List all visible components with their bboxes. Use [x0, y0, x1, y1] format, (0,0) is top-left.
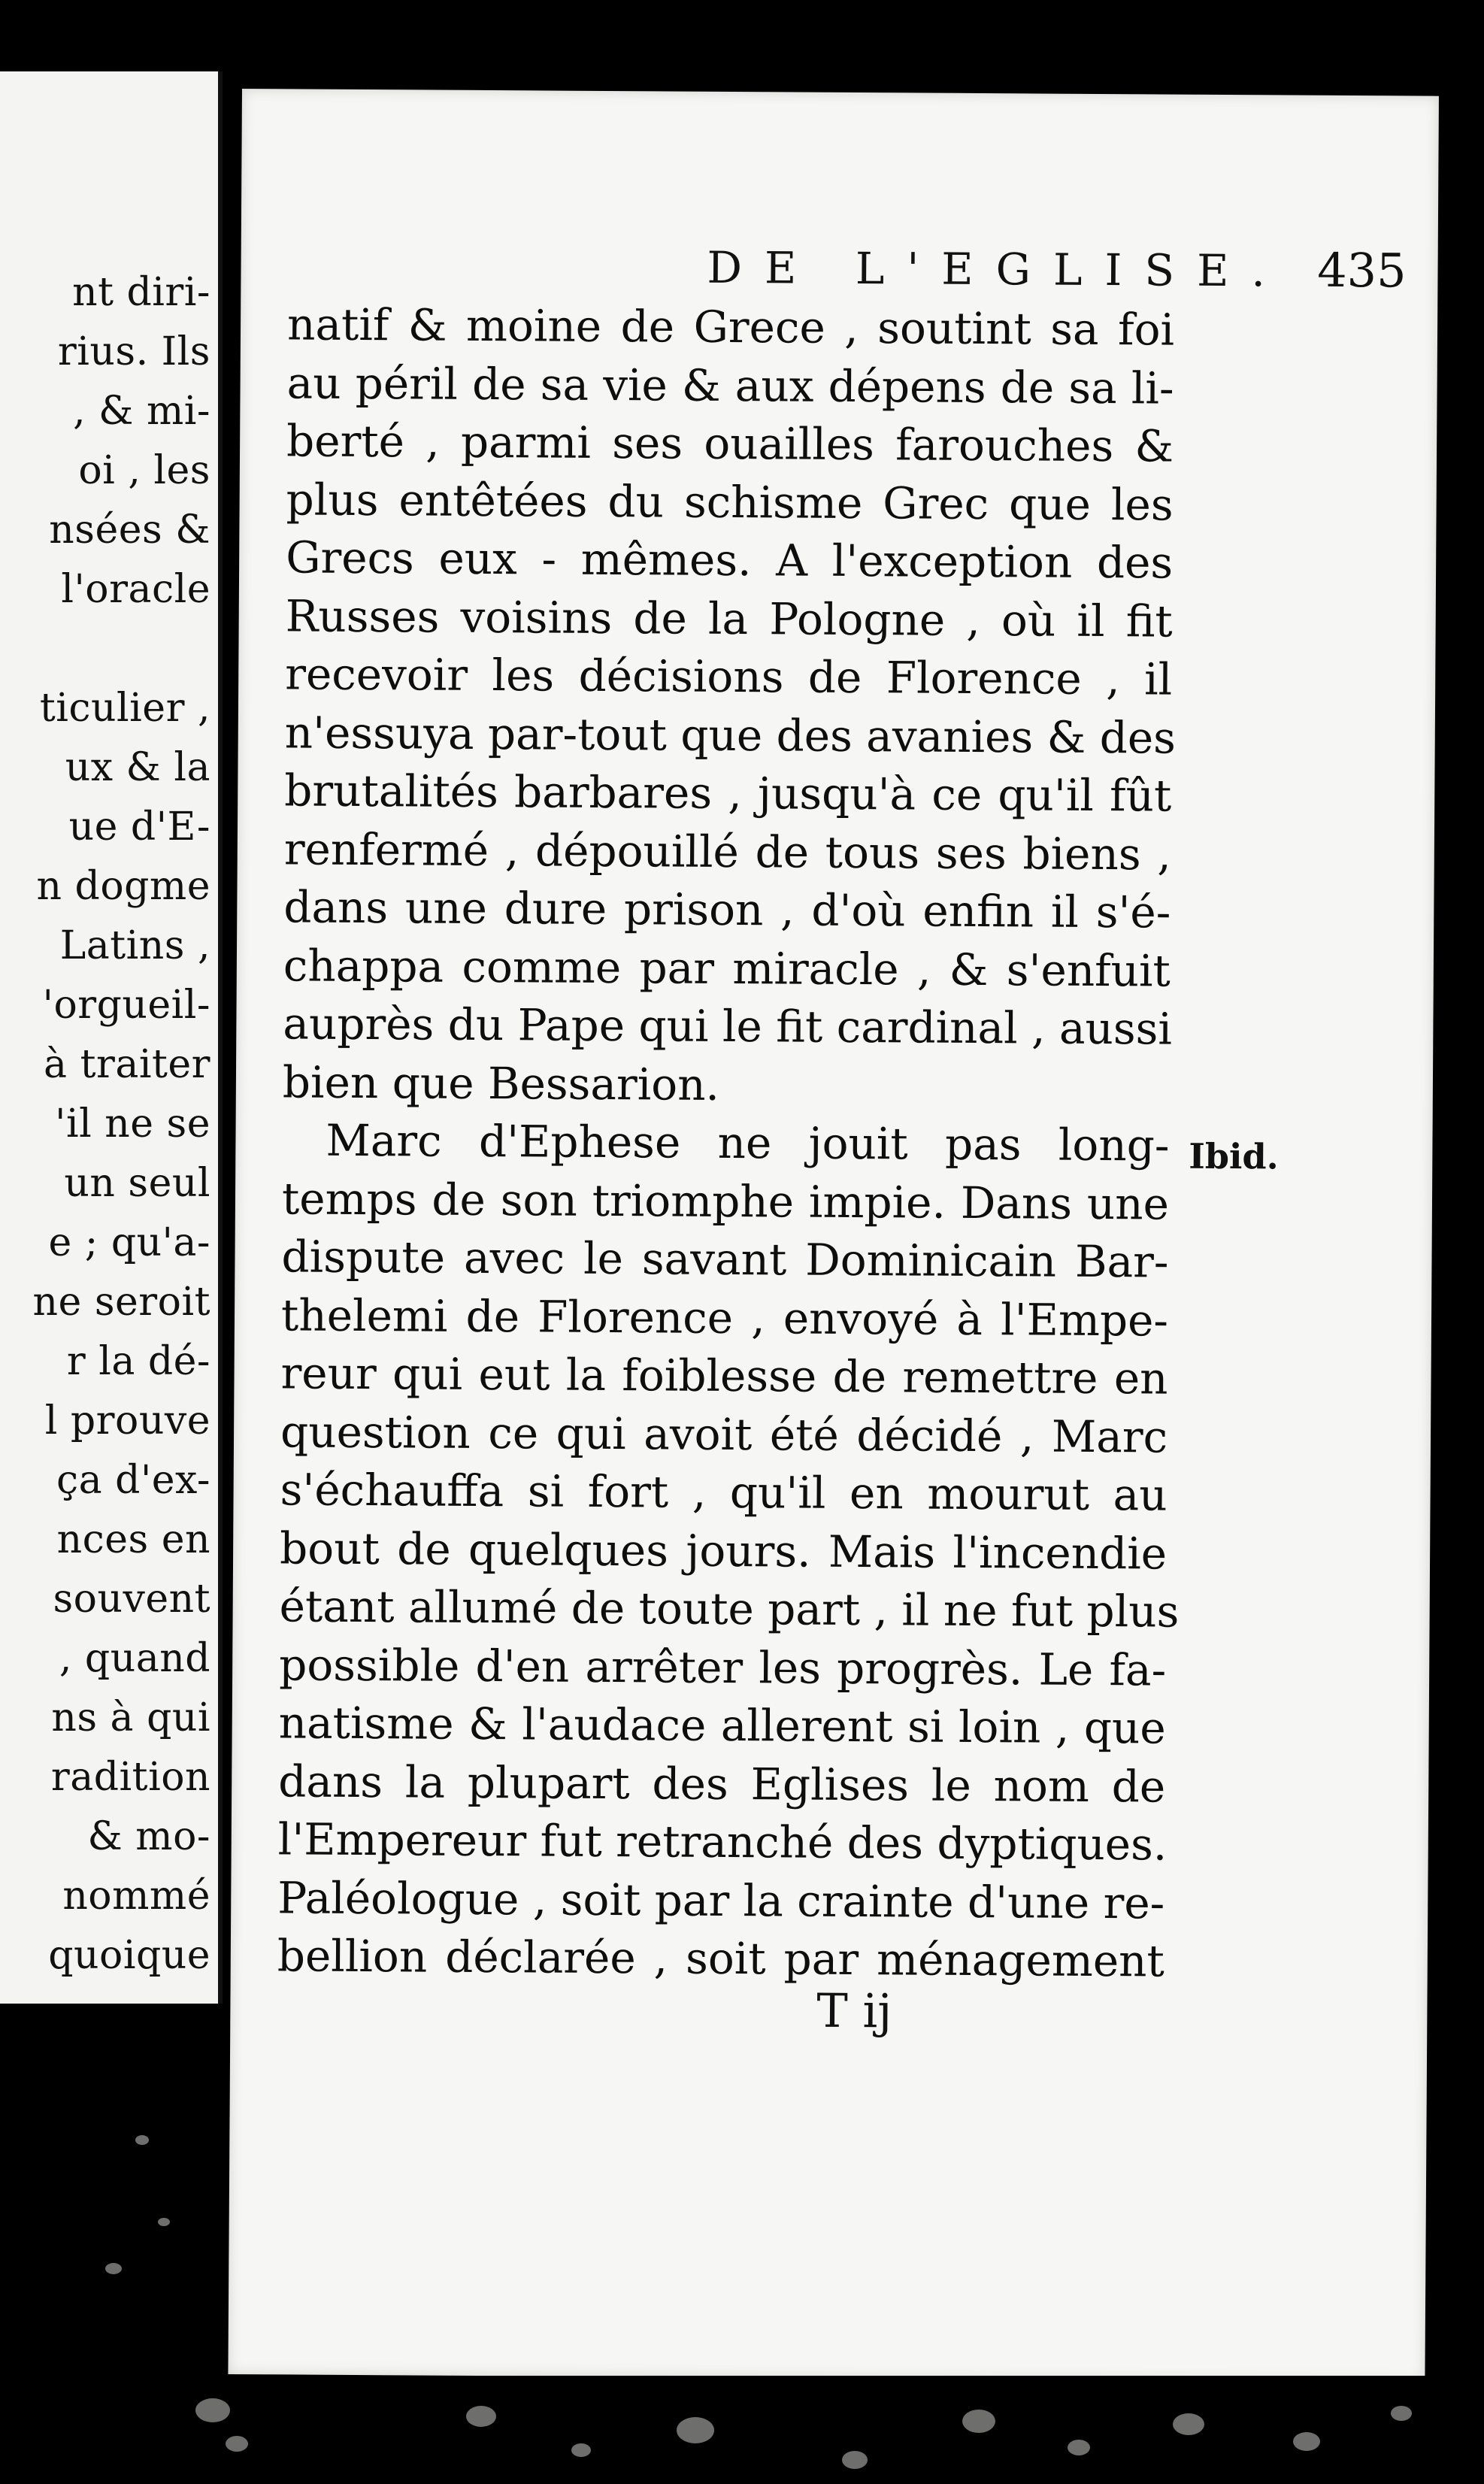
scan-noise-speck: [195, 2398, 230, 2422]
body-line: au péril de sa vie & aux dépens de sa li-: [286, 356, 1174, 414]
scan-noise-speck: [1391, 2406, 1412, 2421]
scan-bottom-edge: [0, 2376, 1484, 2484]
previous-page-line: , & mi-: [73, 389, 210, 434]
scan-noise-speck: [1068, 2440, 1090, 2455]
body-line: bellion déclarée , soit par ménagement: [277, 1930, 1165, 1987]
previous-page-line: un seul: [64, 1161, 210, 1206]
previous-page-line: , quand: [59, 1636, 210, 1681]
body-line: berté , parmi ses ouailles farouches &: [286, 415, 1174, 472]
previous-page-line: [0, 619, 218, 679]
body-line: plus entêtées du schisme Grec que les: [286, 473, 1174, 531]
body-line: possible d'en arrêter les progrès. Le fa-: [278, 1638, 1167, 1696]
body-line: bout de quelques jours. Mais l'incendie: [279, 1522, 1168, 1580]
previous-page-line: à traiter: [44, 1042, 210, 1087]
previous-page-lines: [0, 263, 218, 1986]
previous-page-fragment: [0, 71, 223, 2004]
body-line: renfermé , dépouillé de tous ses biens ,: [283, 822, 1172, 880]
previous-page-line: ticulier ,: [39, 686, 210, 731]
previous-page-line: ns à qui: [51, 1695, 210, 1740]
body-line: Russes voisins de la Pologne , où il fit: [285, 589, 1173, 647]
previous-page-line: l'oracle: [61, 567, 210, 612]
previous-page-line: e ; qu'a-: [48, 1220, 210, 1265]
body-line: l'Empereur fut retranché des dyptiques.: [277, 1813, 1168, 1871]
book-page: [228, 89, 1439, 2382]
body-line: Grecs eux - mêmes. A l'exception des: [285, 532, 1174, 589]
marginal-note: Ibid.: [1189, 1135, 1279, 1177]
body-line: chappa comme par miracle , & s'enfuit: [283, 939, 1171, 997]
body-line: thelemi de Florence , envoyé à l'Empe-: [280, 1289, 1169, 1347]
body-line: Paléologue , soit par la crainte d'une re-: [277, 1871, 1165, 1929]
body-line: s'échauffa si fort , qu'il en mourut au: [280, 1464, 1168, 1521]
scan-noise-speck: [158, 2218, 170, 2226]
previous-page-line: radition: [50, 1755, 210, 1800]
scan-noise-speck: [677, 2417, 714, 2443]
signature-mark: T ij: [816, 1983, 892, 2039]
previous-page-line: ue d'E-: [68, 804, 210, 850]
previous-page-line: rius. Ils: [57, 329, 210, 374]
body-line: brutalités barbares , jusqu'à ce qu'il fût: [284, 765, 1172, 822]
previous-page-line: & mo-: [87, 1814, 210, 1859]
previous-page-line: Latins ,: [59, 923, 210, 968]
scan-noise-speck: [135, 2135, 149, 2145]
scan-noise-speck: [962, 2410, 995, 2433]
body-line: auprès du Pape qui le fit cardinal , aussi: [283, 998, 1173, 1055]
previous-page-line: l prouve: [44, 1398, 210, 1443]
page-number: 435: [1316, 242, 1407, 298]
running-head-title: DE L'EGLISE.: [707, 241, 1289, 297]
previous-page-line: nommé: [62, 1874, 210, 1919]
previous-page-line: 'il ne se: [55, 1101, 210, 1147]
previous-page-line: quoique: [48, 1933, 210, 1978]
previous-page-line: souvent: [53, 1577, 210, 1622]
previous-page-line: ça d'ex-: [56, 1458, 210, 1503]
previous-page-line: nt diri-: [72, 270, 210, 315]
body-line: temps de son triomphe impie. Dans une: [281, 1172, 1170, 1230]
previous-page-line: ne seroit: [32, 1280, 210, 1325]
previous-page-line: nces en: [56, 1517, 210, 1562]
body-line: recevoir les décisions de Florence , il: [285, 648, 1173, 705]
body-line: question ce qui avoit été décidé , Marc: [280, 1405, 1168, 1463]
body-line: natisme & l'audace allerent si loin , que: [278, 1697, 1166, 1754]
previous-page-line: nsées &: [49, 507, 210, 553]
previous-page-line: r la dé-: [66, 1339, 210, 1384]
body-line: dans une dure prison , d'où enfin il s'é-: [283, 881, 1171, 938]
body-line: n'essuya par-tout que des avanies & des: [284, 706, 1177, 764]
scan-noise-speck: [571, 2443, 591, 2457]
scan-noise-speck: [226, 2436, 248, 2452]
body-line: reur qui eut la foiblesse de remettre en: [280, 1347, 1168, 1404]
body-line: dispute avec le savant Dominicain Bar-: [281, 1231, 1169, 1288]
previous-page-line: ux & la: [65, 745, 210, 790]
body-line: Marc d'Ephese ne jouit pas long-: [326, 1114, 1170, 1171]
scan-noise-speck: [842, 2451, 868, 2469]
scan-noise-speck: [105, 2263, 122, 2274]
body-line: natif & moine de Grece , soutint sa foi: [286, 298, 1175, 356]
body-line: dans la plupart des Eglises le nom de: [278, 1755, 1166, 1813]
previous-page-line: n dogme: [36, 864, 210, 909]
scan-noise-speck: [1293, 2432, 1320, 2451]
previous-page-line: 'orgueil-: [42, 983, 210, 1028]
body-line: bien que Bessarion.: [282, 1056, 720, 1110]
scan-noise-speck: [1173, 2413, 1204, 2435]
body-line: étant allumé de toute part , il ne fut plus: [279, 1580, 1180, 1637]
scan-noise-speck: [466, 2406, 496, 2427]
page-body-text: [277, 295, 1180, 1991]
previous-page-line: oi , les: [78, 448, 210, 493]
